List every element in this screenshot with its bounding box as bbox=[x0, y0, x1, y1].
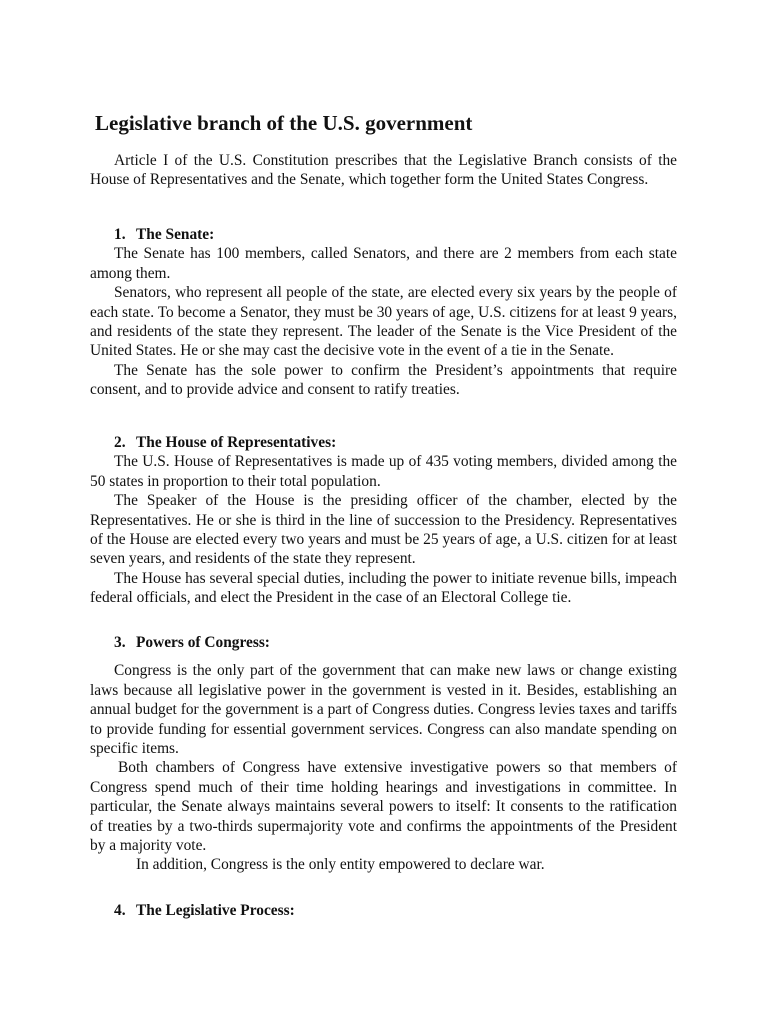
section-heading bbox=[90, 901, 677, 920]
section-title: The House of Representatives: bbox=[136, 434, 337, 451]
paragraph: Congress is the only part of the government that can make new laws or change existing laws because all legislative power in the government is vested in it. Besides, establishing an annual budget for the government is a part of Congress duties. Congress levies taxes and tariffs to provide funding for essential government services. Congress can also mandate spending on specific items. bbox=[90, 662, 677, 758]
intro-block bbox=[90, 151, 677, 190]
section-title: The Legislative Process: bbox=[136, 902, 295, 919]
section-title: The Senate: bbox=[136, 226, 215, 243]
paragraph: The Senate has the sole power to confirm the President’s appointments that require consent, and to provide advice and consent to ratify treaties. bbox=[90, 361, 677, 399]
section-number: 4. bbox=[114, 902, 126, 919]
paragraph: The Senate has 100 members, called Senators, and there are 2 members from each state among them. bbox=[90, 245, 677, 282]
section-heading bbox=[90, 633, 677, 652]
section-number: 1. bbox=[114, 226, 126, 243]
paragraph: Senators, who represent all people of the state, are elected every six years by the people of each state. To become a Senator, they must be 30 years of age, U.S. citizens for at least 9 years, and residents of the state they represent. The leader of the Senate is the Vice President of the United States. He or she may cast the decisive vote in the event of a tie in the Senate. bbox=[90, 284, 677, 360]
paragraph: In addition, Congress is the only entity empowered to declare war. bbox=[136, 856, 545, 874]
section-number: 2. bbox=[114, 434, 126, 451]
paragraph: Both chambers of Congress have extensive investigative powers so that members of Congress spend much of their time holding hearings and investigations in committee. In particular, the Senate always maintains several powers to itself: It consents to the ratification of treaties by a two-thirds supermajority vote and confirms the appointments of the President by a majority vote. bbox=[90, 759, 677, 855]
section-senate bbox=[90, 225, 677, 400]
section-house bbox=[90, 433, 677, 608]
intro-paragraph: Article I of the U.S. Constitution prescribes that the Legislative Branch consists of the House of Representatives and the Senate, which together form the United States Congress. bbox=[90, 152, 677, 189]
paragraph: The House has several special duties, including the power to initiate revenue bills, impeach federal officials, and elect the President in the case of an Electoral College tie. bbox=[90, 569, 677, 607]
section-process bbox=[90, 901, 677, 920]
section-heading bbox=[90, 225, 677, 244]
section-title: Powers of Congress: bbox=[136, 634, 270, 651]
page-title: Legislative branch of the U.S. government bbox=[95, 111, 473, 135]
paragraph: The U.S. House of Representatives is made up of 435 voting members, divided among the 50 states in proportion to their total population. bbox=[90, 453, 677, 490]
section-number: 3. bbox=[114, 634, 126, 651]
paragraph: The Speaker of the House is the presiding officer of the chamber, elected by the Representatives. He or she is third in the line of succession to the Presidency. Representatives of the House are elected every two years and must be 25 years of age, a U.S. citizen for at least seven years, and residents of the state they represent. bbox=[90, 492, 677, 568]
section-powers bbox=[90, 633, 677, 875]
section-heading bbox=[90, 433, 677, 452]
